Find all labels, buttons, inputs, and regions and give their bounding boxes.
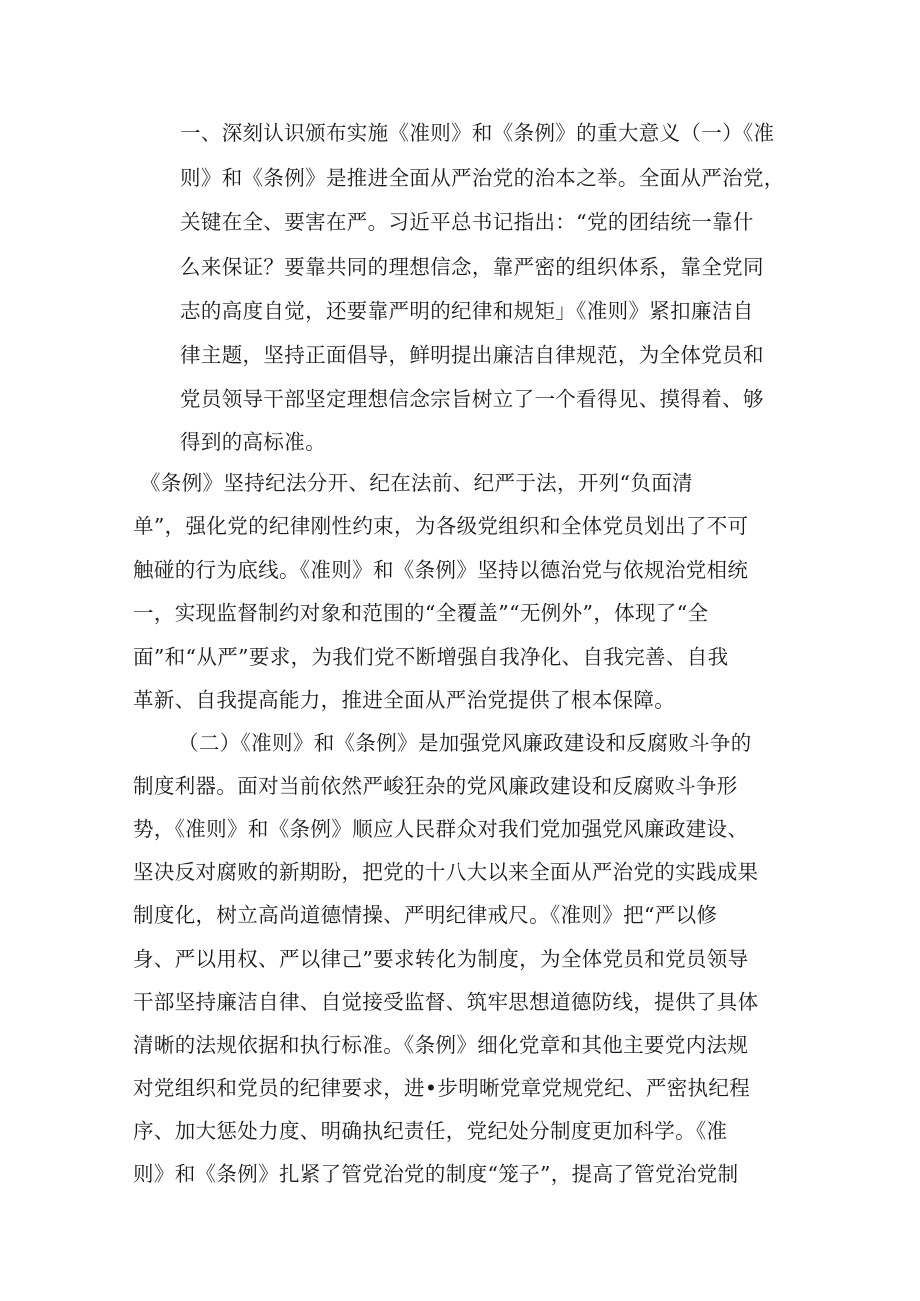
text-line: 一、深刻认识颁布实施《准则》和《条例》的重大意义（一）《准 [180, 121, 775, 145]
text-line: 则》和《条例》是推进全面从严治党的治本之举。全面从严治党， [180, 166, 785, 190]
text-line: 单”，强化党的纪律刚性约束，为各级党组织和全体党员划出了不可 [133, 514, 749, 538]
text-line: 《条例》坚持纪法分开、纪在法前、纪严于法，开列“负面清 [140, 471, 693, 495]
text-line: 么来保证？要靠共同的理想信念，靠严密的组织体系，靠全党同 [180, 255, 764, 279]
text-line: 党员领导干部坚定理想信念宗旨树立了一个看得见、摸得着、够 [180, 387, 764, 411]
text-line: 律主题，坚持正面倡导，鲜明提出廉洁自律规范，为全体党员和 [180, 343, 764, 367]
text-line: 则》和《条例》扎紧了管党治党的制度“笼子”，提高了管党治党制 [133, 1162, 739, 1186]
text-line: 势，《准则》和《条例》顺应人民群众对我们党加强党风廉政建设、 [133, 817, 749, 841]
text-line: 面”和“从严”要求，为我们党不断增强自我净化、自我完善、自我 [133, 645, 729, 669]
text-line: 制度利器。面对当前依然严峻狂杂的党风廉政建设和反腐败斗争形 [133, 774, 738, 798]
text-line: 关键在全、要害在严。习近平总书记指出：“党的团结统一靠什 [180, 210, 754, 234]
text-line: （二）《准则》和《条例》是加强党风廉政建设和反腐败斗争的 [178, 731, 752, 755]
text-line: 得到的高标准。 [180, 430, 326, 454]
text-line: 对党组织和党员的纪律要求，进•步明晰党章党规党纪、严密执纪程 [133, 1076, 751, 1100]
text-line: 触碰的行为底线。《准则》和《条例》坚持以德治党与依规治党相统 [133, 558, 749, 582]
text-line: 制度化，树立高尚道德情操、严明纪律戒尺。《准则》把“严以修 [133, 903, 718, 927]
text-line: 序、加大惩处力度、明确执纪责任，党纪处分制度更加科学。《准 [133, 1119, 728, 1143]
text-line: 坚决反对腐败的新期盼，把党的十八大以来全面从严治党的实践成果 [133, 860, 759, 884]
text-line: 革新、自我提高能力，推进全面从严治党提供了根本保障。 [133, 688, 676, 712]
text-line: 干部坚持廉洁自律、自觉接受监督、筑牢思想道德防线，提供了具体 [133, 990, 759, 1014]
text-line: 一，实现监督制约对象和范围的“全覆盖”“无例外”，体现了“全 [133, 601, 709, 625]
text-line: 清晰的法规依据和执行标准。《条例》细化党章和其他主要党内法规 [133, 1033, 749, 1057]
text-line: 志的高度自觉，还要靠严明的纪律和规矩」《准则》紧扣廉洁自 [180, 299, 754, 323]
text-line: 身、严以用权、严以律己”要求转化为制度，为全体党员和党员领导 [133, 947, 749, 971]
